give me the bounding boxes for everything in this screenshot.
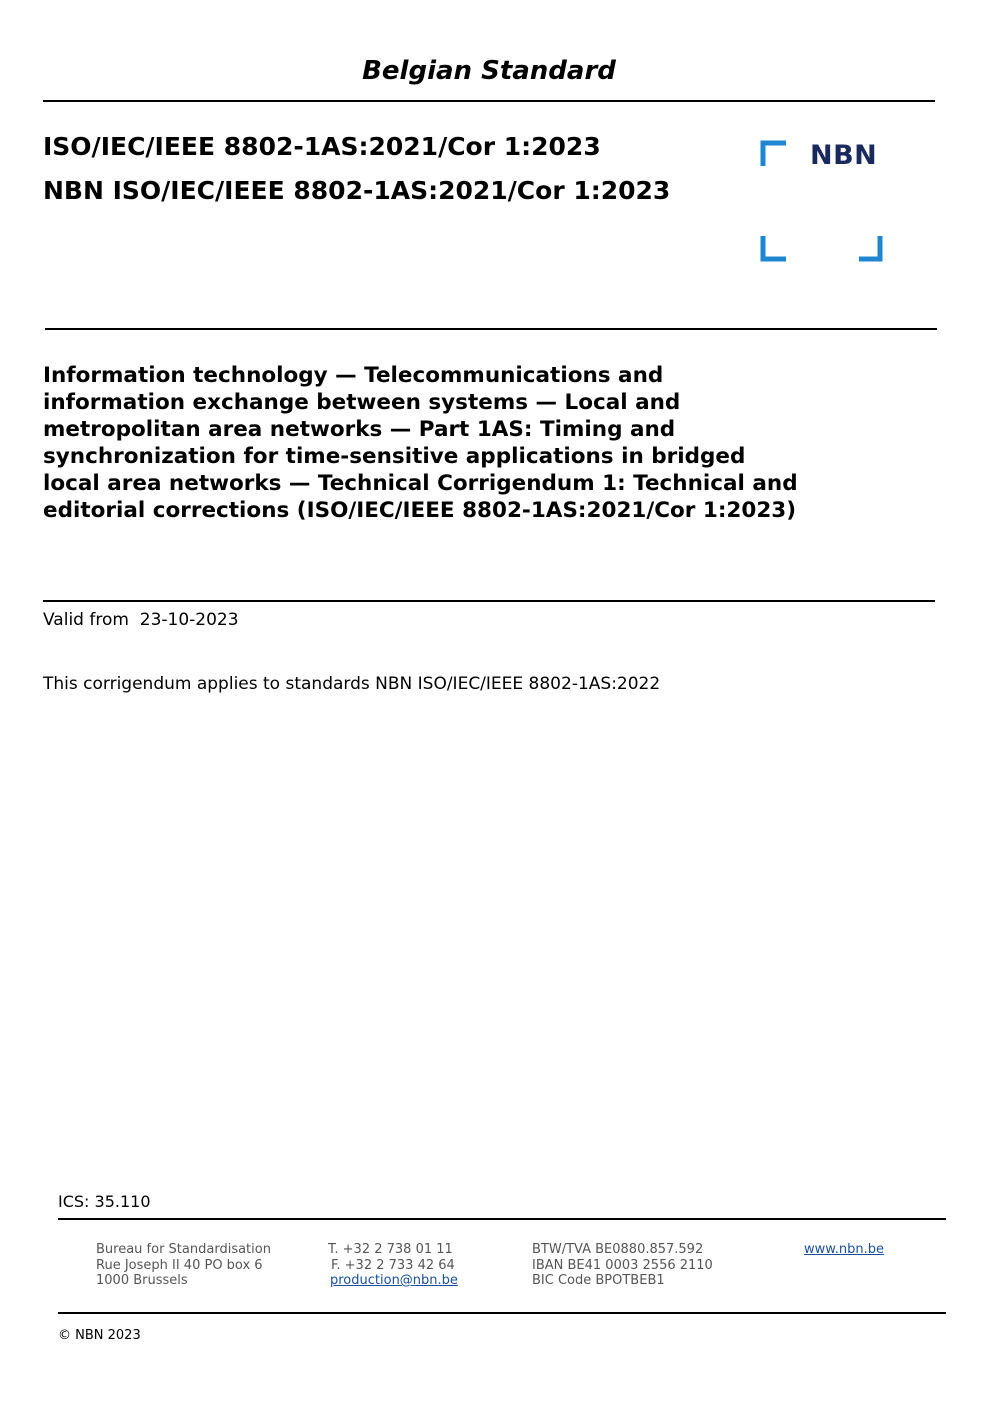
title-line: local area networks — Technical Corrigendum 1: Technical and	[43, 471, 798, 496]
phone: T. +32 2 738 01 11	[328, 1242, 453, 1257]
title-line: synchronization for time-sensitive applications in bridged	[43, 444, 746, 469]
footer-contact	[328, 1242, 458, 1289]
divider	[45, 328, 937, 330]
valid-date: 23-10-2023	[139, 610, 239, 630]
applies-to: This corrigendum applies to standards NBN ISO/IEC/IEEE 8802-1AS:2022	[43, 674, 661, 694]
website-link[interactable]: www.nbn.be	[804, 1242, 884, 1257]
footer-web	[804, 1242, 884, 1258]
bic: BIC Code BPOTBEB1	[532, 1273, 665, 1288]
title-line: metropolitan area networks — Part 1AS: Timing and	[43, 417, 676, 442]
document-title	[43, 362, 923, 524]
address-line: Bureau for Standardisation	[96, 1242, 271, 1257]
valid-label: Valid from	[43, 610, 129, 630]
ics-code: ICS: 35.110	[58, 1192, 151, 1211]
title-line: editorial corrections (ISO/IEC/IEEE 8802-1AS:2021/Cor 1:2023)	[43, 498, 797, 523]
nbn-logo	[758, 138, 888, 266]
nbn-standard-number: NBN ISO/IEC/IEEE 8802-1AS:2021/Cor 1:2023	[43, 176, 671, 205]
validity	[43, 610, 239, 630]
divider	[58, 1218, 946, 1220]
iban: IBAN BE41 0003 2556 2110	[532, 1257, 713, 1273]
header-title: Belgian Standard	[362, 56, 616, 86]
copyright: © NBN 2023	[58, 1328, 141, 1343]
divider	[43, 600, 935, 602]
divider	[58, 1312, 946, 1314]
footer-address	[96, 1242, 271, 1289]
divider	[43, 100, 935, 102]
address-line: 1000 Brussels	[96, 1273, 188, 1288]
fax: F. +32 2 733 42 64	[331, 1257, 455, 1273]
title-line: information exchange between systems — Local and	[43, 390, 681, 415]
title-line: Information technology — Telecommunications and	[43, 363, 664, 388]
email-link[interactable]: production@nbn.be	[330, 1273, 458, 1288]
address-line: Rue Joseph II 40 PO box 6	[96, 1257, 263, 1273]
iso-standard-number: ISO/IEC/IEEE 8802-1AS:2021/Cor 1:2023	[43, 132, 601, 161]
vat-number: BTW/TVA BE0880.857.592	[532, 1242, 704, 1257]
logo-text: NBN	[810, 140, 878, 171]
footer-banking	[532, 1242, 713, 1289]
